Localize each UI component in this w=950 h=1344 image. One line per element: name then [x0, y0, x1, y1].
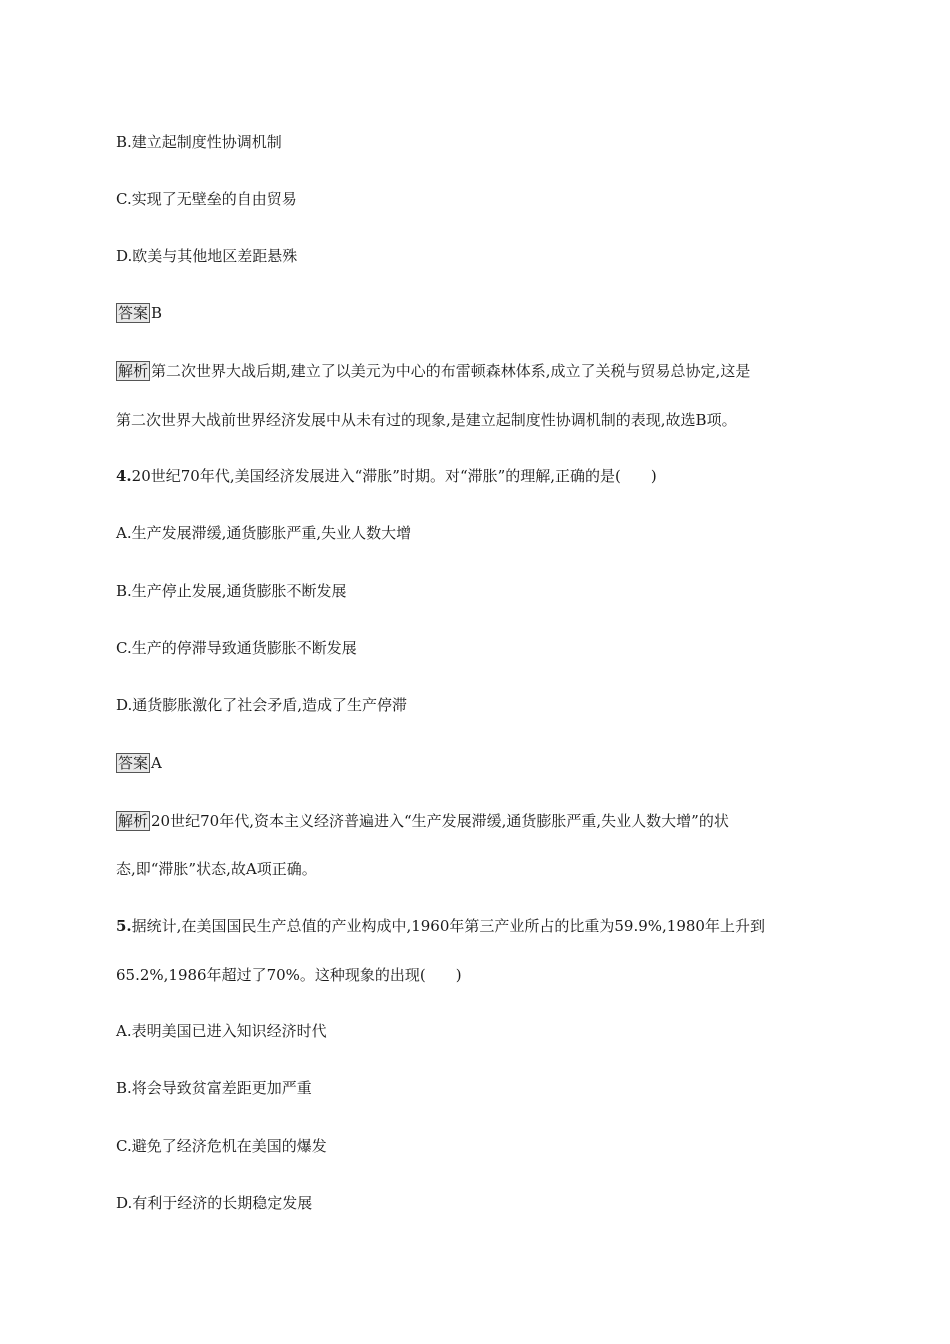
option-4b: B.生产停止发展,通货膨胀不断发展: [116, 582, 347, 600]
question-5-line-1: 5.据统计,在美国国民生产总值的产业构成中,1960年第三产业所占的比重为59.9%,1980年上升到: [116, 917, 765, 935]
answer-3: 答案 B: [118, 304, 163, 322]
answer-label: 答案: [118, 304, 149, 322]
analysis-3-line-1: 解析 第二次世界大战后期,建立了以美元为中心的布雷顿森林体系,成立了关税与贸易总协定,这是: [118, 362, 751, 380]
option-5d: D.有利于经济的长期稳定发展: [116, 1194, 313, 1212]
option-3c: C.实现了无壁垒的自由贸易: [116, 190, 297, 208]
option-5b: B.将会导致贫富差距更加严重: [116, 1079, 312, 1097]
analysis-label: 解析: [118, 362, 149, 380]
question-4: 4.20世纪70年代,美国经济发展进入“滞胀”时期。对“滞胀”的理解,正确的是( ): [116, 467, 657, 485]
analysis-3-line-2: 第二次世界大战前世界经济发展中从未有过的现象,是建立起制度性协调机制的表现,故选B项。: [116, 411, 737, 429]
analysis-4-line-2: 态,即“滞胀”状态,故A项正确。: [116, 860, 317, 878]
answer-label: 答案: [118, 754, 149, 772]
question-number: 5.: [116, 917, 132, 935]
option-4d: D.通货膨胀激化了社会矛盾,造成了生产停滞: [116, 696, 408, 714]
option-5c: C.避免了经济危机在美国的爆发: [116, 1137, 327, 1155]
question-5-line-2: 65.2%,1986年超过了70%。这种现象的出现( ): [116, 966, 462, 984]
option-4a: A.生产发展滞缓,通货膨胀严重,失业人数大增: [116, 524, 412, 542]
option-5a: A.表明美国已进入知识经济时代: [116, 1022, 327, 1040]
option-4c: C.生产的停滞导致通货膨胀不断发展: [116, 639, 357, 657]
option-3d: D.欧美与其他地区差距悬殊: [116, 247, 298, 265]
question-number: 4.: [116, 467, 132, 485]
analysis-label: 解析: [118, 812, 149, 830]
option-3b: B.建立起制度性协调机制: [116, 133, 282, 151]
analysis-4-line-1: 解析 20世纪70年代,资本主义经济普遍进入“生产发展滞缓,通货膨胀严重,失业人数大增”的状: [118, 812, 729, 830]
answer-4: 答案 A: [118, 754, 162, 772]
